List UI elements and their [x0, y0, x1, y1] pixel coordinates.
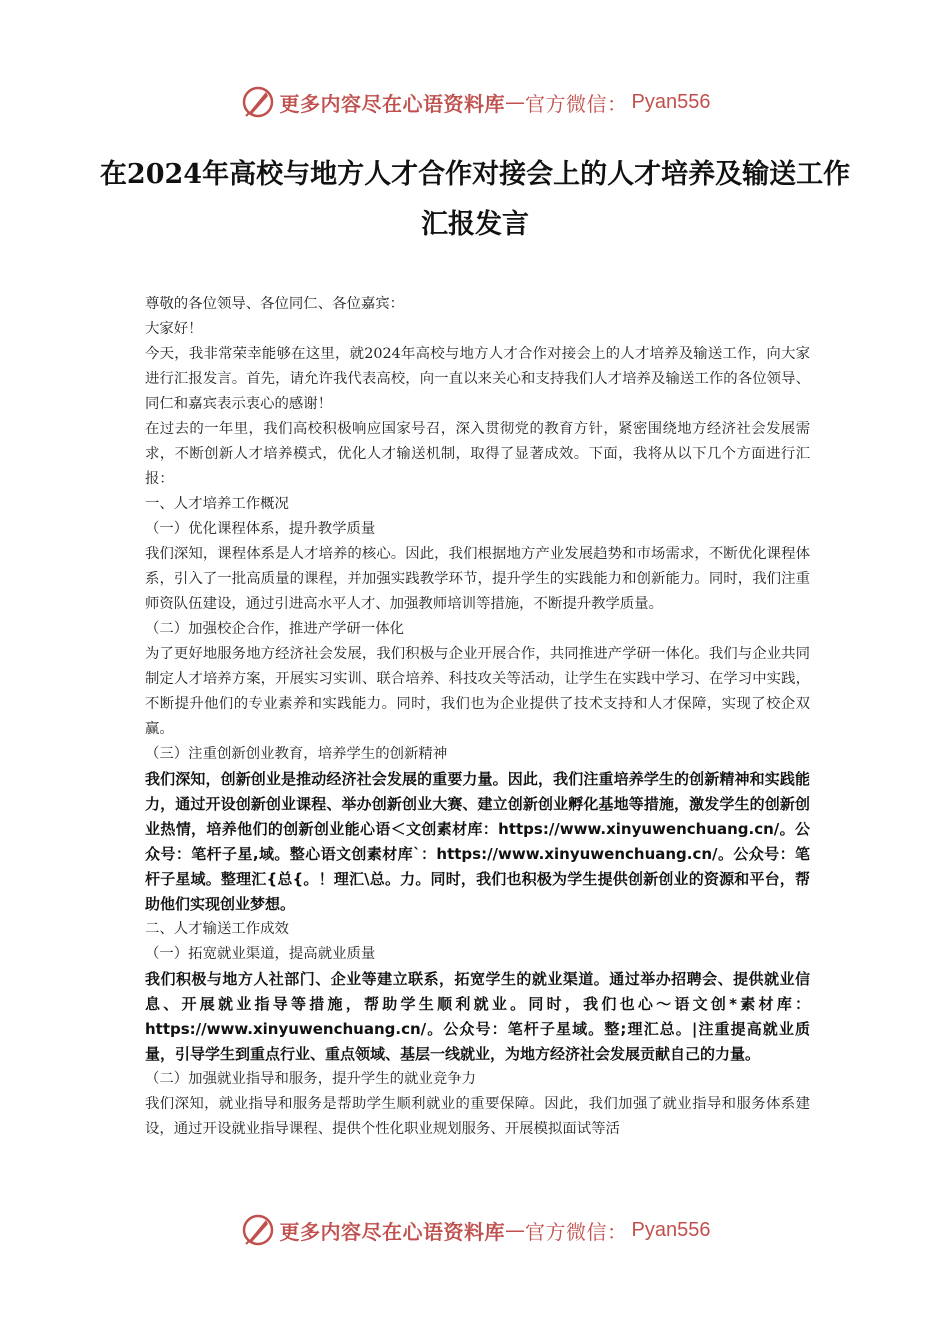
body-paragraph: 我们深知，就业指导和服务是帮助学生顺利就业的重要保障。因此，我们加强了就业指导和服务体系建设，通过开设就业指导课程、提供个性化职业规划服务、开展模拟面试等活: [145, 1096, 810, 1137]
document-title: 在2024年高校与地方人才合作对接会上的人才培养及输送工作汇报发言: [99, 159, 851, 240]
body-paragraph: 我们深知，课程体系是人才培养的核心。因此，我们根据地方产业发展趋势和市场需求，不断优化课程体系，引入了一批高质量的课程，并加强实践教学环节，提升学生的实践能力和创新能力。同时，我们注重师资队伍建设，通过引进高水平人才、加强教师培训等措施，不断提升教学质量。: [145, 546, 810, 612]
intro-paragraph: 今天，我非常荣幸能够在这里，就2024年高校与地方人才合作对接会上的人才培养及输送工作，向大家进行汇报发言。首先，请允许我代表高校，向一直以来关心和支持我们人才培养及输送工作的各位领导、同仁和嘉宾表示衷心的感谢！: [145, 346, 810, 412]
section-heading: 二、人才输送工作成效: [145, 921, 289, 937]
greeting: 尊敬的各位领导、各位同仁、各位嘉宾：: [145, 296, 405, 312]
subsection-heading: （一）优化课程体系，提升教学质量: [145, 521, 376, 537]
salutation: 大家好！: [145, 321, 203, 337]
banner-wechat-id: Pyan556: [631, 90, 711, 113]
subsection-heading: （一）拓宽就业渠道，提高就业质量: [145, 946, 376, 962]
body-paragraph: 我们积极与地方人社部门、企业等建立联系，拓宽学生的就业渠道。通过举办招聘会、提供就业信息、开展就业指导等措施，帮助学生顺利就业。同时，我们也心～语文创*素材库：https://www.xinyuwenchuang.cn/。公众号：笔杆子星域。整;理汇总。|注重提高就业质量，引导学生到重点行业、重点领域、基层一线就业，为地方经济社会发展贡献自己的力量。: [145, 970, 810, 1063]
body-paragraph: 我们深知，创新创业是推动经济社会发展的重要力量。因此，我们注重培养学生的创新精神和实践能力，通过开设创新创业课程、举办创新创业大赛、建立创新创业孵化基地等措施，激发学生的创新创业热情，培养他们的创新创业能心语＜文创素材库：https://www.xinyuwenchuang.cn/。公众号：笔杆子星,域。整心语文创素材库`：https://www.xinyuwenchuang.cn/。公众号：笔杆子星域。整理汇{总{。！理汇\总。力。同时，我们也积极为学生提供创新创业的资源和平台，帮助他们实现创业梦想。: [145, 770, 810, 913]
quill-logo-icon: [240, 84, 276, 120]
subsection-heading: （二）加强就业指导和服务，提升学生的就业竞争力: [145, 1071, 476, 1087]
subsection-heading: （三）注重创新创业教育，培养学生的创新精神: [145, 746, 448, 762]
footer-banner: [0, 1210, 950, 1250]
banner-wechat-id: Pyan556: [631, 1218, 711, 1241]
banner-separator: —: [505, 90, 526, 114]
document-body: [145, 292, 810, 1142]
banner-separator: —: [505, 1218, 526, 1242]
header-banner: [0, 82, 950, 122]
banner-text: 更多内容尽在心语资料库: [279, 91, 506, 116]
body-paragraph: 为了更好地服务地方经济社会发展，我们积极与企业开展合作，共同推进产学研一体化。我们与企业共同制定人才培养方案，开展实习实训、联合培养、科技攻关等活动，让学生在实践中学习、在学习中实践，不断提升他们的专业素养和实践能力。同时，我们也为企业提供了技术支持和人才保障，实现了校企双赢。: [145, 646, 810, 737]
section-heading: 一、人才培养工作概况: [145, 496, 289, 512]
banner-wechat-label: 官方微信：: [525, 91, 628, 116]
banner-wechat-label: 官方微信：: [525, 1219, 628, 1244]
banner-text: 更多内容尽在心语资料库: [279, 1219, 506, 1244]
quill-logo-icon: [240, 1212, 276, 1248]
subsection-heading: （二）加强校企合作，推进产学研一体化: [145, 621, 405, 637]
overview-paragraph: 在过去的一年里，我们高校积极响应国家号召，深入贯彻党的教育方针，紧密围绕地方经济社会发展需求，不断创新人才培养模式，优化人才输送机制，取得了显著成效。下面，我将从以下几个方面进行汇报：: [145, 421, 810, 487]
